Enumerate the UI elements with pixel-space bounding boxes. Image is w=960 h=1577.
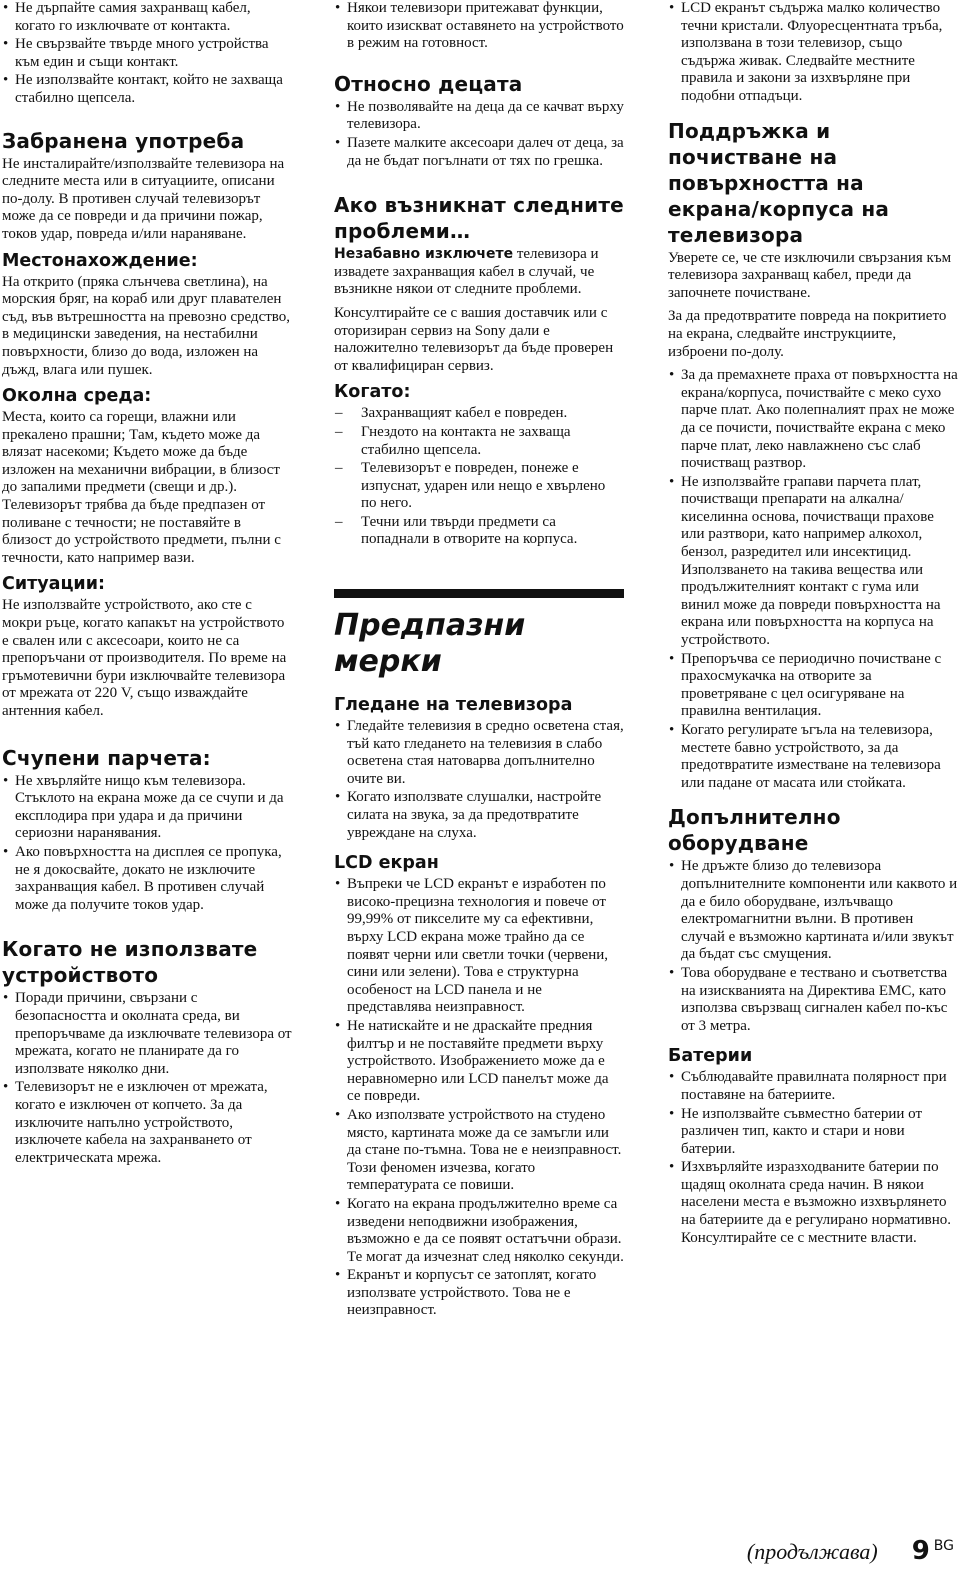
lcd-heading: LCD екран bbox=[334, 853, 439, 874]
list-item: • Когато използвате слушалки, настройте силата на звука, за да предотвратите увреждане на слуха. bbox=[334, 789, 624, 842]
list-item: • Телевизорът не е изключен от мрежата, когато е изключен от копчето. За да изключите напълно устройството, изключете кабела на захранването от електрическата мрежа. bbox=[2, 1079, 292, 1167]
problems-lead-bold: Незабавно изключете bbox=[334, 246, 514, 263]
viewing-heading: Гледане на телевизора bbox=[334, 695, 573, 716]
situations-text: Не използвайте устройството, ако сте с мокри ръце, когато капакът на устройството е свален или с аксесоари, които не са препоръчани от производителя. По време на гръмотевични бури изключвайте телевизора от мрежата от 220 V, също изваждайте антенния кабел. bbox=[2, 597, 287, 719]
broken-pieces-list bbox=[2, 773, 292, 915]
column-left bbox=[2, 0, 292, 1171]
list-item: • Ако използвате устройството на студено място, картината може да се замъгли или да стане по-тъмна. Това не е неизправност. Този феномен изчезва, когато температурата се повиши. bbox=[334, 1107, 624, 1195]
power-cord-list bbox=[2, 0, 292, 108]
column-middle bbox=[334, 0, 624, 1324]
environment-text: Места, които са горещи, влажни или прекалено прашни; Там, където може да влязат насекоми; Където може да бъде изложен на механични вибрации, в близост до запалими предмети (свещи и др.). Телевизорът трябва да бъде предпазен от поливане с течности; не поставяйте в близост до устройството предмети, пълни с течности, като например вази. bbox=[2, 409, 281, 566]
batteries-list bbox=[668, 1069, 958, 1247]
list-item: • Не позволявайте на деца да се качват върху телевизора. bbox=[334, 99, 624, 134]
list-item: • Не използвайте контакт, който не захваща стабилно щепсела. bbox=[2, 72, 292, 107]
problems-heading: Ако възникнат следните проблеми… bbox=[334, 193, 624, 244]
list-item: • Пазете малките аксесоари далеч от деца, за да не бъдат погълнати от тях по грешка. bbox=[334, 135, 624, 170]
section-divider bbox=[334, 589, 624, 598]
children-heading: Относно децата bbox=[334, 71, 523, 96]
column-right bbox=[668, 0, 958, 1251]
problems-consult-text: Консултирайте се с вашия доставчик или с оторизиран сервиз на Sony дали е наложително телевизорът да бъде проверен от квалифициран сервиз. bbox=[334, 304, 614, 374]
location-heading: Местонахождение: bbox=[2, 250, 198, 271]
not-using-list bbox=[2, 990, 292, 1167]
list-item: • Някои телевизори притежават функции, които изискват оставянето на устройството в режим на готовност. bbox=[334, 0, 624, 53]
continued-label: (продължава) bbox=[746, 1539, 878, 1564]
list-item: • Не използвайте грапави парчета плат, почистващи препарати на алкална/киселинна основа, почистващи прахове или разтвори, като например алкохол, бензол, разредител или инсектицид. Използването на такива вещества или продължителният контакт с гума или винил може да повреди повърхността на екрана или повърхността на корпуса на устройството. bbox=[668, 474, 958, 650]
list-item: • Когато на екрана продължително време са изведени неподвижни изображения, възможно е да се появят остатъчни образи. Те могат да изчезнат след няколко секунди. bbox=[334, 1196, 624, 1266]
page-number: 9 bbox=[911, 1536, 930, 1566]
list-item: – Захранващият кабел е повреден. bbox=[334, 405, 624, 423]
list-item: • Изхвърляйте изразходваните батерии по щадящ околната среда начин. В някои населени места е възможно изхвърлянето на батериите да е регулирано нормативно. Консултирайте се с местните власти. bbox=[668, 1159, 958, 1247]
when-heading: Когато: bbox=[334, 382, 411, 403]
viewing-list bbox=[334, 718, 624, 842]
broken-pieces-heading: Счупени парчета: bbox=[2, 745, 211, 770]
list-item: • Когато регулирате ъгъла на телевизора, местете бавно устройството, за да предотвратите изместване на телевизора или падане от масата или стойката. bbox=[668, 722, 958, 792]
forbidden-use-text: Не инсталирайте/използвайте телевизора на следните места или в ситуациите, описани по-долу. В противен случай телевизорът може да се повреди и да причини пожар, токов удар, повреда и/или нараняване. bbox=[2, 155, 285, 242]
list-item: • Поради причини, свързани с безопасността и околната среда, ви препоръчваме да изключвате телевизора от мрежата, когато не планирате да го използвате няколко дни. bbox=[2, 990, 292, 1078]
environment-heading: Околна среда: bbox=[2, 386, 152, 407]
list-item: • Не дърпайте самия захранващ кабел, когато го изключвате от контакта. bbox=[2, 0, 292, 35]
page-footer bbox=[747, 1536, 954, 1566]
list-item: • Гледайте телевизия в средно осветена стая, тъй като гледането на телевизия в слабо осветена стая натоварва допълнително очите ви. bbox=[334, 718, 624, 788]
list-item: • Не използвайте съвместно батерии от различен тип, както и стари и нови батерии. bbox=[668, 1106, 958, 1159]
list-item: • Не свързвайте твърде много устройства към един и същи контакт. bbox=[2, 36, 292, 71]
equipment-list bbox=[668, 858, 958, 1035]
lcd-list bbox=[334, 876, 624, 1320]
list-item: • Ако повърхността на дисплея се пропука, не я докосвайте, докато не изключите захранващия кабел. В противен случай може да получите токов удар. bbox=[2, 844, 292, 914]
list-item: – Телевизорът е повреден, понеже е изпуснат, ударен или нещо е хвърлено по него. bbox=[334, 460, 624, 513]
cleaning-list bbox=[668, 367, 958, 792]
list-item: – Гнездото на контакта не захваща стабилно щепсела. bbox=[334, 424, 624, 459]
children-list bbox=[334, 99, 624, 170]
cleaning-heading: Поддръжка и почистване на повърхността на екрана/корпуса на телевизора bbox=[668, 118, 890, 247]
cleaning-intro: Уверете се, че сте изключили свързания към телевизора захранващ кабел, преди да започнете почистване. bbox=[668, 249, 952, 301]
list-item: • LCD екранът съдържа малко количество течни кристали. Флуоресцентната тръба, използвана в този телевизор, също съдържа живак. Следвайте местните правила и закони за изхвърляне при подобни отпадъци. bbox=[668, 0, 958, 106]
list-item: • Съблюдавайте правилната полярност при поставяне на батериите. bbox=[668, 1069, 958, 1104]
list-item: • Не натискайте и не драскайте предния филтър и не поставяйте предмети върху устройството. Изображението може да е неравномерно или LCD панелът може да се повреди. bbox=[334, 1018, 624, 1106]
cleaning-instructions: За да предотвратите повреда на покритието на екрана, следвайте инструкциите, изброени по-долу. bbox=[668, 308, 947, 360]
list-item: • Препоръчва се периодично почистване с прахосмукачка на отворите за проветряване с цел осигуряване на правилна вентилация. bbox=[668, 651, 958, 721]
when-list bbox=[334, 405, 624, 549]
problems-lead-rest: телевизора и извадете захранващия кабел в случай, че възникне някои от следните проблеми. bbox=[334, 246, 599, 298]
precautions-title: Предпазни мерки bbox=[334, 608, 526, 680]
list-item: • Екранът и корпусът се затоплят, когато използвате устройството. Това не е неизправност. bbox=[334, 1267, 624, 1320]
lcd-disposal-list bbox=[668, 0, 958, 106]
language-code: BG bbox=[933, 1538, 954, 1554]
list-item: – Течни или твърди предмети са попаднали в отворите на корпуса. bbox=[334, 514, 624, 549]
situations-heading: Ситуации: bbox=[2, 574, 105, 595]
list-item: • За да премахнете праха от повърхността на екрана/корпуса, почиствайте с меко сухо парче плат. Ако полепналият прах не може да се почисти, почиствайте екрана с меко парче плат, леко навлажнено със слаб почистващ разтвор. bbox=[668, 367, 958, 473]
list-item: • Въпреки че LCD екранът е изработен по високо-прецизна технология и повече от 99,99% от пикселите му са ефективни, върху LCD екрана може трайно да се появят черни или светли точки (червени, сини или зелени). Това е структурна особеност на LCD панела и не представлява неизправност. bbox=[334, 876, 624, 1017]
location-text: На открито (пряка слънчева светлина), на морския бряг, на кораб или друг плавателен съд, във вътрешността на превозно средство, в медицински заведения, на нестабилни повърхности, близо до вода, изложен на дъжд, влага или пушек. bbox=[2, 273, 291, 378]
not-using-heading: Когато не използвате устройството bbox=[2, 937, 258, 988]
equipment-heading: Допълнително оборудване bbox=[668, 805, 841, 856]
list-item: • Това оборудване е тествано и съответства на изискванията на Директива EMC, като използва свързващ сигнален кабел по-къс от 3 метра. bbox=[668, 965, 958, 1035]
list-item: • Не хвърляйте нищо към телевизора. Стъклото на екрана може да се счупи и да експлодира при удара и да причини сериозни наранявания. bbox=[2, 773, 292, 843]
problems-lead bbox=[334, 246, 624, 299]
batteries-heading: Батерии bbox=[668, 1046, 753, 1067]
standby-list bbox=[334, 0, 624, 53]
forbidden-use-heading: Забранена употреба bbox=[2, 128, 245, 153]
list-item: • Не дръжте близо до телевизора допълнителните компоненти или каквото и да е било оборудване, излъчващо електромагнитни вълни. В противен случай е възможно картината и/или звукът да бъдат със смущения. bbox=[668, 858, 958, 964]
